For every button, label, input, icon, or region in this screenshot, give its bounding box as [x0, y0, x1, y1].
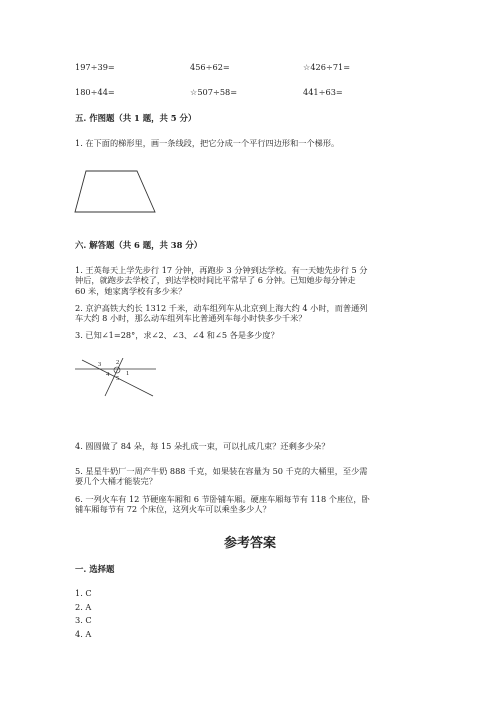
question-line: 要几个大桶才能装完？ — [75, 476, 157, 487]
section-title-answers: 六. 解答题（共 6 题，共 38 分） — [75, 240, 203, 250]
angle-figure — [70, 358, 160, 400]
question-1 — [75, 265, 435, 296]
answer-item: 3. C — [75, 615, 92, 625]
question-3: 3. 已知∠1=28°，求∠2、∠3、∠4 和∠5 各是多少度？ — [75, 330, 279, 340]
question-line: 1. 王英每天上学先步行 17 分钟，再跑步 3 分钟到达学校。有一天她先步行 5 分 — [75, 265, 368, 275]
question-line: 5. 星星牛奶厂一周产牛奶 888 千克，如果装在容量为 50 千克的大桶里，至少需 — [75, 466, 368, 476]
question-6 — [75, 494, 435, 515]
question-4: 4. 圆圆做了 84 朵，每 15 朵扎成一束，可以扎成几束？还剩多少朵？ — [75, 441, 330, 451]
question-line: 2. 京沪高铁大约长 1312 千米，动车组列车从北京到上海大约 4 小时，而普通列 — [75, 303, 368, 313]
answer-section-title: 一. 选择题 — [75, 564, 115, 574]
calc-item: 441÷63= — [303, 87, 343, 97]
calc-row-1 — [75, 62, 435, 74]
question-5 — [75, 466, 435, 487]
question-line: 6. 一列火车有 12 节硬座车厢和 6 节卧铺车厢。硬座车厢每节有 118 个座位，卧 — [75, 494, 370, 504]
calc-item: 180÷44= — [75, 87, 115, 97]
calc-item: 456÷62= — [190, 62, 230, 72]
calc-item: 197÷39= — [75, 62, 115, 72]
question-text: 1. 在下面的梯形里，画一条线段，把它分成一个平行四边形和一个梯形。 — [75, 138, 340, 148]
angle-label-3: 3 — [98, 361, 102, 368]
angle-label-4: 4 — [106, 371, 110, 378]
calc-item: ☆507÷58= — [190, 87, 238, 97]
section-title-drawing: 五. 作图题（共 1 题，共 5 分） — [75, 113, 197, 123]
answer-item: 1. C — [75, 588, 92, 598]
trapezoid-shape — [75, 171, 155, 212]
calc-row-2 — [75, 87, 435, 99]
question-line: 车大约 8 小时，那么动车组列车比普通列车每小时快多少千米？ — [75, 313, 307, 324]
angle-label-1: 1 — [126, 370, 130, 377]
question-line: 钟后，就跑步去学校了，到达学校时间比平常早了 6 分钟。已知她步每分钟走 — [75, 275, 356, 286]
angle-label-5: 5 — [116, 375, 120, 382]
answer-key-title: 参考答案 — [223, 536, 276, 551]
answer-item: 2. A — [75, 601, 92, 612]
answer-item: 4. A — [75, 628, 92, 639]
question-line: 60 米，她家离学校有多少米？ — [75, 285, 187, 296]
trapezoid-figure — [70, 160, 170, 220]
question-2 — [75, 303, 435, 324]
calc-item: ☆426÷71= — [303, 62, 351, 72]
answer-list — [75, 588, 92, 642]
question-line: 铺车厢每节有 72 个床位，这列火车可以乘坐多少人？ — [75, 504, 271, 515]
angle-label-2: 2 — [116, 359, 120, 366]
